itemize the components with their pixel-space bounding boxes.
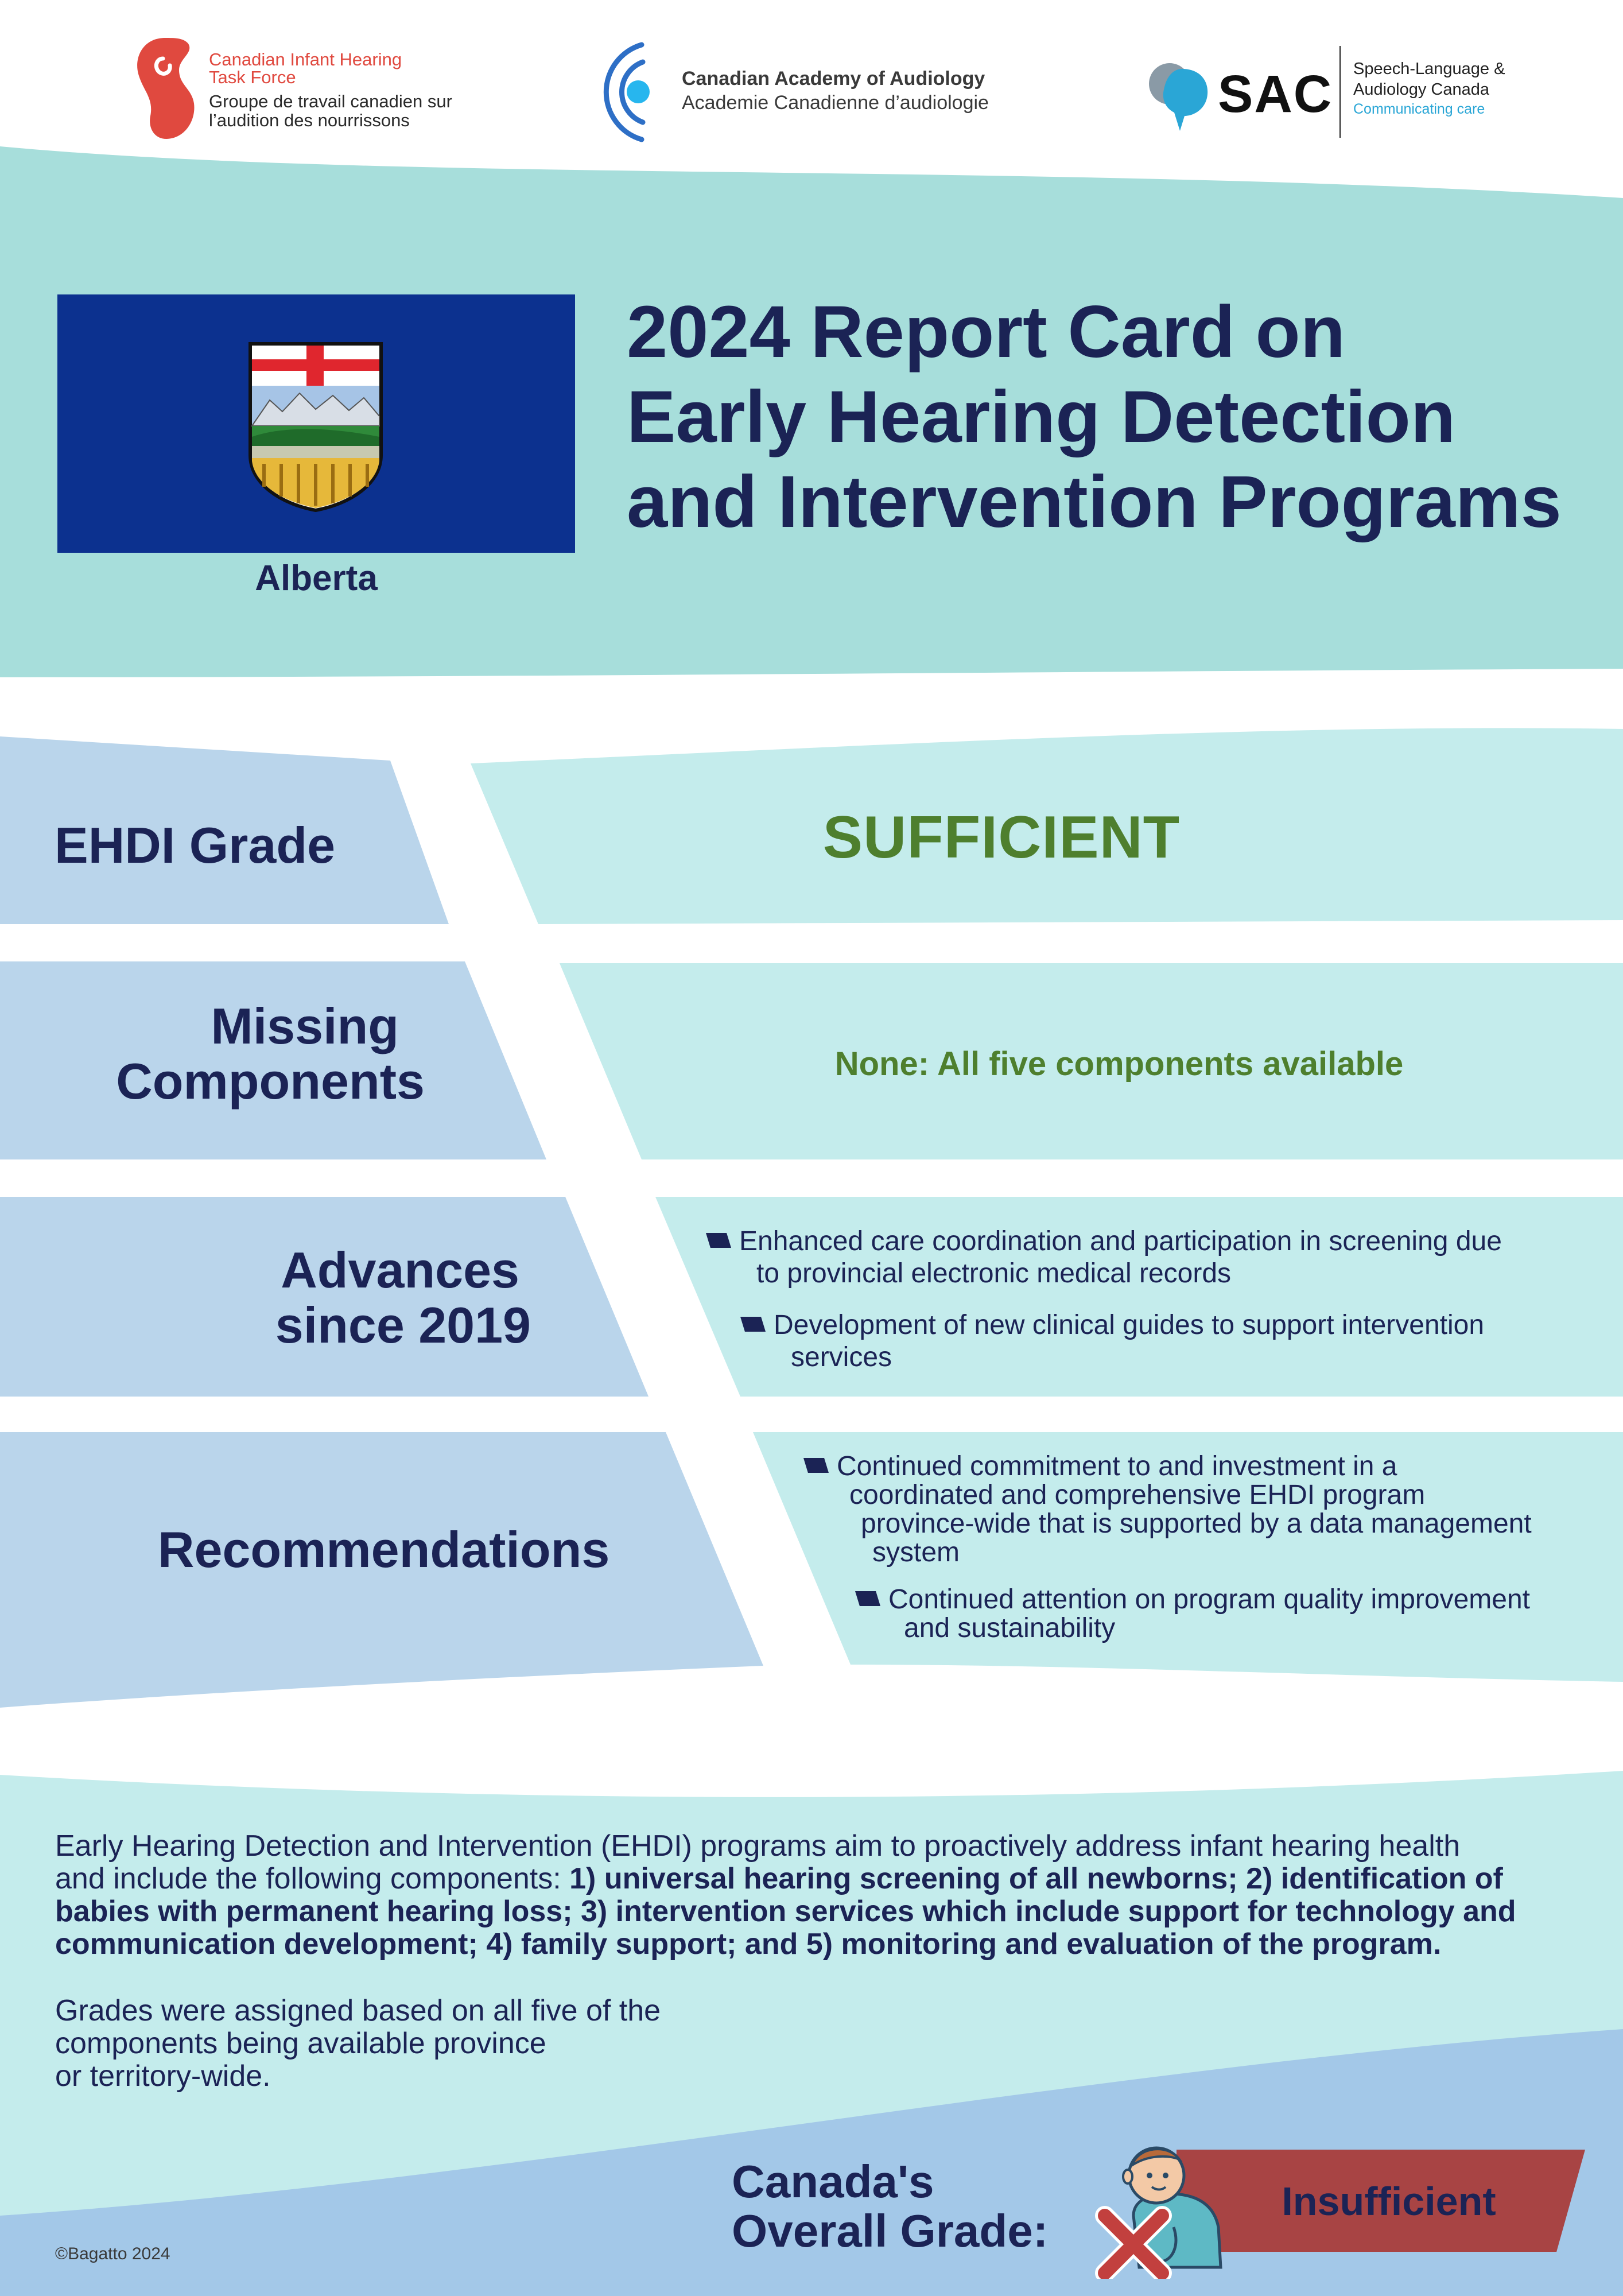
cihtf-name-fr-1: Groupe de travail canadien sur <box>209 91 452 111</box>
grade-value: SUFFICIENT <box>822 804 1181 871</box>
caa-name-en: Canadian Academy of Audiology <box>682 68 985 90</box>
missing-label-line-1: Missing <box>211 998 399 1054</box>
speech-bubble-icon <box>1148 56 1211 131</box>
advances-item-continued <box>706 1258 1502 1290</box>
advances-item-2-line-1: Development of new clinical guides to support intervention <box>774 1310 1485 1340</box>
sac-name-1: Speech-Language & <box>1353 60 1505 78</box>
cihtf-name-en-1: Canadian Infant Hearing <box>209 49 402 69</box>
advances-item-continued <box>706 1341 1502 1374</box>
description-line-2-plain: and include the following components: <box>55 1862 570 1895</box>
description-line-2-bold: 1) universal hearing screening of all newborns; 2) identification of <box>569 1862 1503 1895</box>
recommendation-item <box>803 1452 1532 1481</box>
cihtf-name-fr-2: l’audition des nourrissons <box>209 110 410 130</box>
title-line-2: Early Hearing Detection <box>627 376 1455 458</box>
bullet-icon <box>740 1317 766 1332</box>
cihtf-logo <box>131 36 464 145</box>
grade-label: EHDI Grade <box>55 817 336 874</box>
copyright: ©Bagatto 2024 <box>55 2244 170 2263</box>
grading-note-line-3: or territory-wide. <box>55 2060 271 2093</box>
report-title <box>627 290 1562 545</box>
recommendation-1-line-1: Continued commitment to and investment in a <box>837 1451 1397 1481</box>
ehdi-description <box>55 1830 1605 1961</box>
grading-note-line-1: Grades were assigned based on all five of the <box>55 1994 661 2027</box>
advances-label-line-1: Advances <box>281 1242 519 1298</box>
description-line-4-bold: communication development; 4) family support; and 5) monitoring and evaluation of the program. <box>55 1927 1442 1961</box>
recommendation-2-line-1: Continued attention on program quality improvement <box>888 1584 1530 1615</box>
sound-wave-icon <box>585 39 660 145</box>
recommendations-list <box>803 1452 1532 1643</box>
coat-of-arms-icon <box>247 340 385 513</box>
sac-logo <box>1148 46 1584 144</box>
caa-name-fr: Academie Canadienne d’audiologie <box>682 92 989 114</box>
description-line-3-bold: babies with permanent hearing loss; 3) intervention services which include support for technology and <box>55 1895 1516 1928</box>
description-line-4 <box>55 1928 1605 1961</box>
baby-with-x-icon <box>1093 2130 1243 2279</box>
title-line-1: 2024 Report Card on <box>627 291 1345 373</box>
overall-grade-label <box>732 2157 1048 2256</box>
recommendation-item-continued <box>803 1538 1532 1567</box>
recommendations-label: Recommendations <box>158 1521 610 1578</box>
recommendation-1-line-4: system <box>872 1537 960 1568</box>
advances-item-2-line-2: services <box>791 1342 892 1372</box>
recommendation-item-continued <box>803 1481 1532 1510</box>
sac-divider <box>1339 46 1341 138</box>
advances-label <box>218 1243 531 1353</box>
advances-item-1-line-1: Enhanced care coordination and participation in screening due <box>739 1226 1502 1256</box>
title-line-3: and Intervention Programs <box>627 461 1562 543</box>
recommendation-item-continued <box>803 1614 1532 1643</box>
overall-label-line-1: Canada's <box>732 2156 934 2207</box>
grading-note-line-2: components being available province <box>55 2027 546 2060</box>
advances-list <box>706 1225 1502 1374</box>
cihtf-name-en-2: Task Force <box>209 67 296 87</box>
alberta-flag-icon <box>57 294 575 553</box>
sac-mark: SAC <box>1218 65 1333 123</box>
bullet-icon <box>706 1233 731 1248</box>
advances-label-line-2: since 2019 <box>275 1297 531 1353</box>
recommendation-item-continued <box>803 1510 1532 1538</box>
recommendation-1-line-3: province-wide that is supported by a data management <box>861 1508 1532 1539</box>
overall-label-line-2: Overall Grade: <box>732 2205 1049 2256</box>
bullet-icon <box>803 1458 829 1473</box>
missing-value: None: All five components available <box>834 1045 1404 1083</box>
sac-name-2: Audiology Canada <box>1353 80 1490 99</box>
advances-item <box>706 1225 1502 1258</box>
recommendation-1-line-2: coordinated and comprehensive EHDI program <box>849 1480 1426 1510</box>
advances-item <box>706 1309 1502 1341</box>
grading-note <box>55 1995 661 2093</box>
sac-tagline: Communicating care <box>1353 101 1485 117</box>
recommendation-item <box>803 1585 1532 1614</box>
missing-label-line-2: Components <box>116 1053 425 1110</box>
province-name: Alberta <box>255 559 378 598</box>
recommendation-2-line-2: and sustainability <box>904 1613 1116 1643</box>
bullet-icon <box>855 1591 880 1606</box>
missing-label <box>57 999 425 1109</box>
ear-icon <box>131 36 200 142</box>
description-line-3 <box>55 1895 1605 1928</box>
advances-item-1-line-2: to provincial electronic medical records <box>756 1258 1232 1289</box>
description-line-2 <box>55 1863 1605 1895</box>
caa-logo <box>585 39 1056 148</box>
description-line-1: Early Hearing Detection and Intervention (EHDI) programs aim to proactively address infant hearing health <box>55 1829 1461 1863</box>
overall-grade-value: Insufficient <box>1282 2179 1496 2224</box>
